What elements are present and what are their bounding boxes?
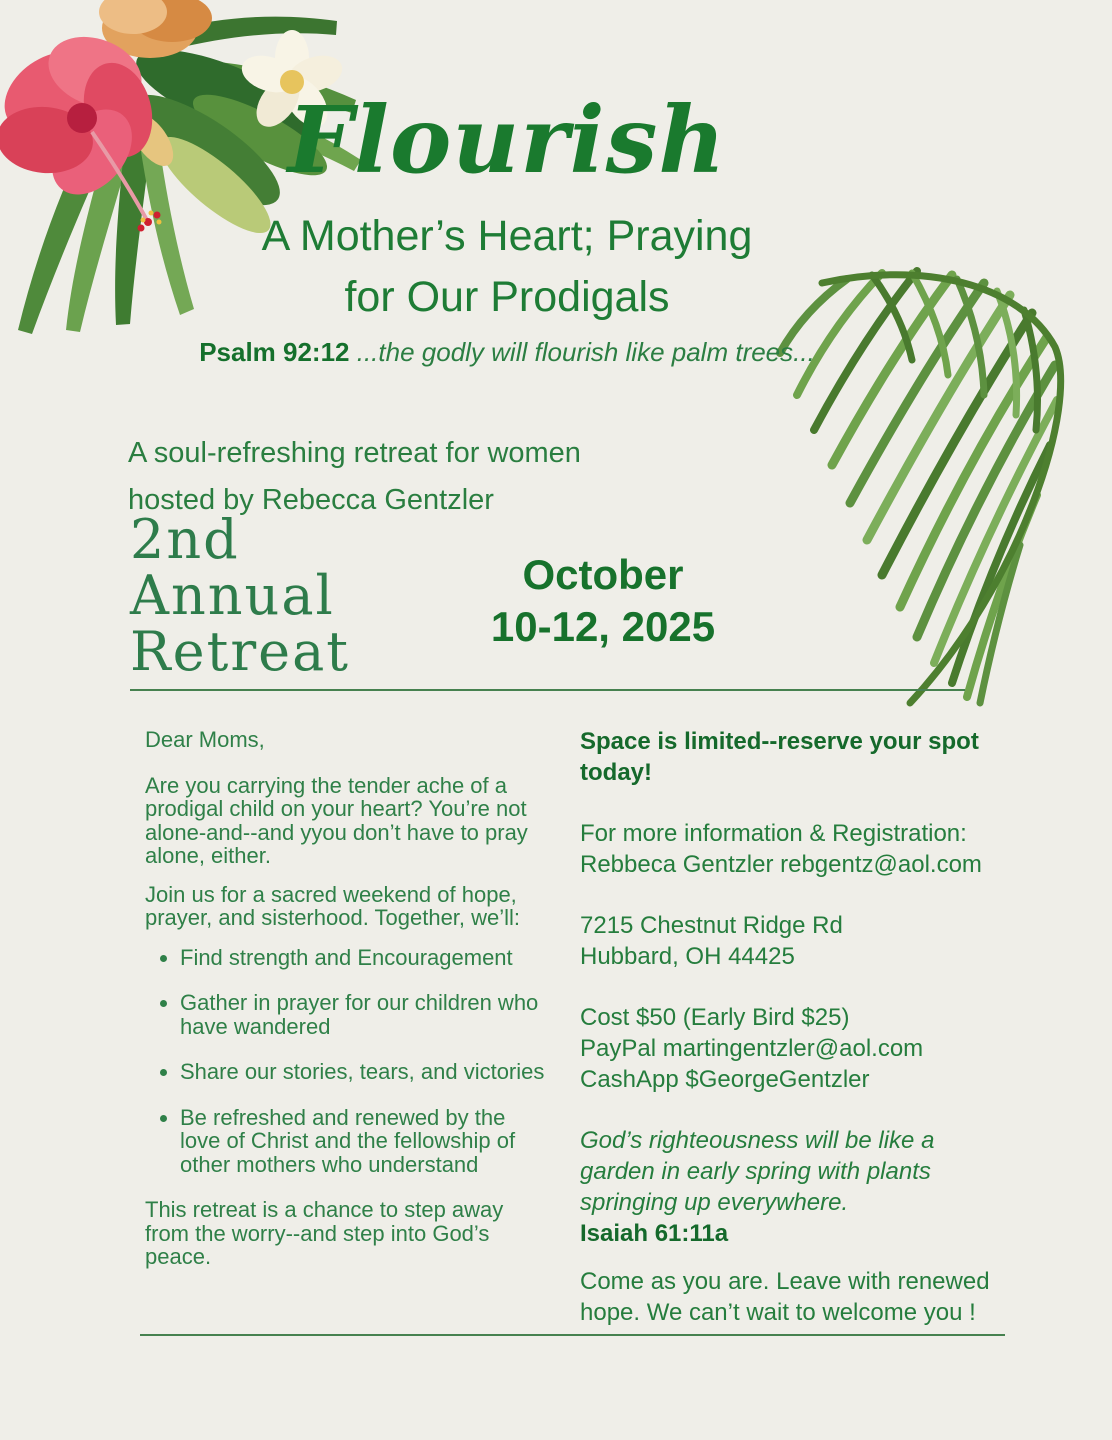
salutation: Dear Moms, xyxy=(145,727,265,752)
quote-text: God’s righteousness will be like a garden in early spring with plants springing up everywhere. xyxy=(580,1127,935,1216)
edition-heading xyxy=(130,508,350,683)
letter-paragraph-1: Are you carrying the tender ache of a prodigal child on your heart? You’re not alone-and--and yyou don’t have to pray alone, either. xyxy=(145,772,528,868)
edition-line2: Annual xyxy=(130,564,335,627)
benefits-list xyxy=(145,946,549,1177)
date-month: October xyxy=(522,551,684,598)
registration-info xyxy=(580,818,1008,880)
letter-paragraph-2: Join us for a sacred weekend of hope, prayer, and sisterhood. Together, we’ll: xyxy=(145,881,521,930)
letter-closing: This retreat is a chance to step away from the worry--and step into God’s peace. xyxy=(145,1197,504,1269)
event-date xyxy=(420,549,786,653)
edition-line1: 2nd xyxy=(130,508,240,571)
letter-column xyxy=(145,728,549,1284)
venue-address xyxy=(580,910,1008,972)
list-item: • Gather in prayer for our children who have wandered xyxy=(180,991,549,1038)
subtitle-line2: for Our Prodigals xyxy=(344,273,670,321)
cost-line: Cost $50 (Early Bird $25) xyxy=(580,1004,850,1031)
closing-line1: Come as you are. Leave with renewed xyxy=(580,1268,990,1295)
list-item: • Share our stories, tears, and victories xyxy=(180,1060,549,1084)
scripture-quote xyxy=(580,1125,1008,1249)
quote-reference: Isaiah 61:11a xyxy=(580,1220,729,1247)
edition-line3: Retreat xyxy=(130,620,350,683)
cta-text: Space is limited--reserve your spot today! xyxy=(580,728,979,786)
bible-verse xyxy=(0,337,1014,368)
info-line1: For more information & Registration: xyxy=(580,820,967,847)
flyer-subtitle xyxy=(0,206,1014,328)
list-item: • Find strength and Encouragement xyxy=(180,946,549,970)
address-city: Hubbard, OH 44425 xyxy=(580,943,795,970)
paypal-line: PayPal martingentzler@aol.com xyxy=(580,1035,924,1062)
verse-reference: Psalm 92:12 xyxy=(199,337,350,367)
address-street: 7215 Chestnut Ridge Rd xyxy=(580,912,843,939)
closing-line2: hope. We can’t wait to welcome you ! xyxy=(580,1299,976,1326)
verse-text: ...the godly will flourish like palm trees... xyxy=(349,337,815,367)
list-item: • Be refreshed and renewed by the love of Christ and the fellowship of other mothers who understand xyxy=(180,1106,549,1177)
registration-column xyxy=(580,726,1008,1328)
cost-info xyxy=(580,1002,1008,1095)
intro-line2: hosted by Rebecca Gentzler xyxy=(128,484,494,516)
divider-line-top xyxy=(130,689,965,691)
flyer-title: Flourish xyxy=(287,86,727,194)
subtitle-line1: A Mother’s Heart; Praying xyxy=(261,212,753,260)
date-days-year: 10-12, 2025 xyxy=(490,603,716,650)
divider-line-bottom xyxy=(140,1334,1005,1336)
intro-line1: A soul-refreshing retreat for women xyxy=(128,437,581,469)
contact-email: Rebbeca Gentzler rebgentz@aol.com xyxy=(580,851,982,878)
cashapp-line: CashApp $GeorgeGentzler xyxy=(580,1066,870,1093)
closing-invitation xyxy=(580,1266,1008,1328)
